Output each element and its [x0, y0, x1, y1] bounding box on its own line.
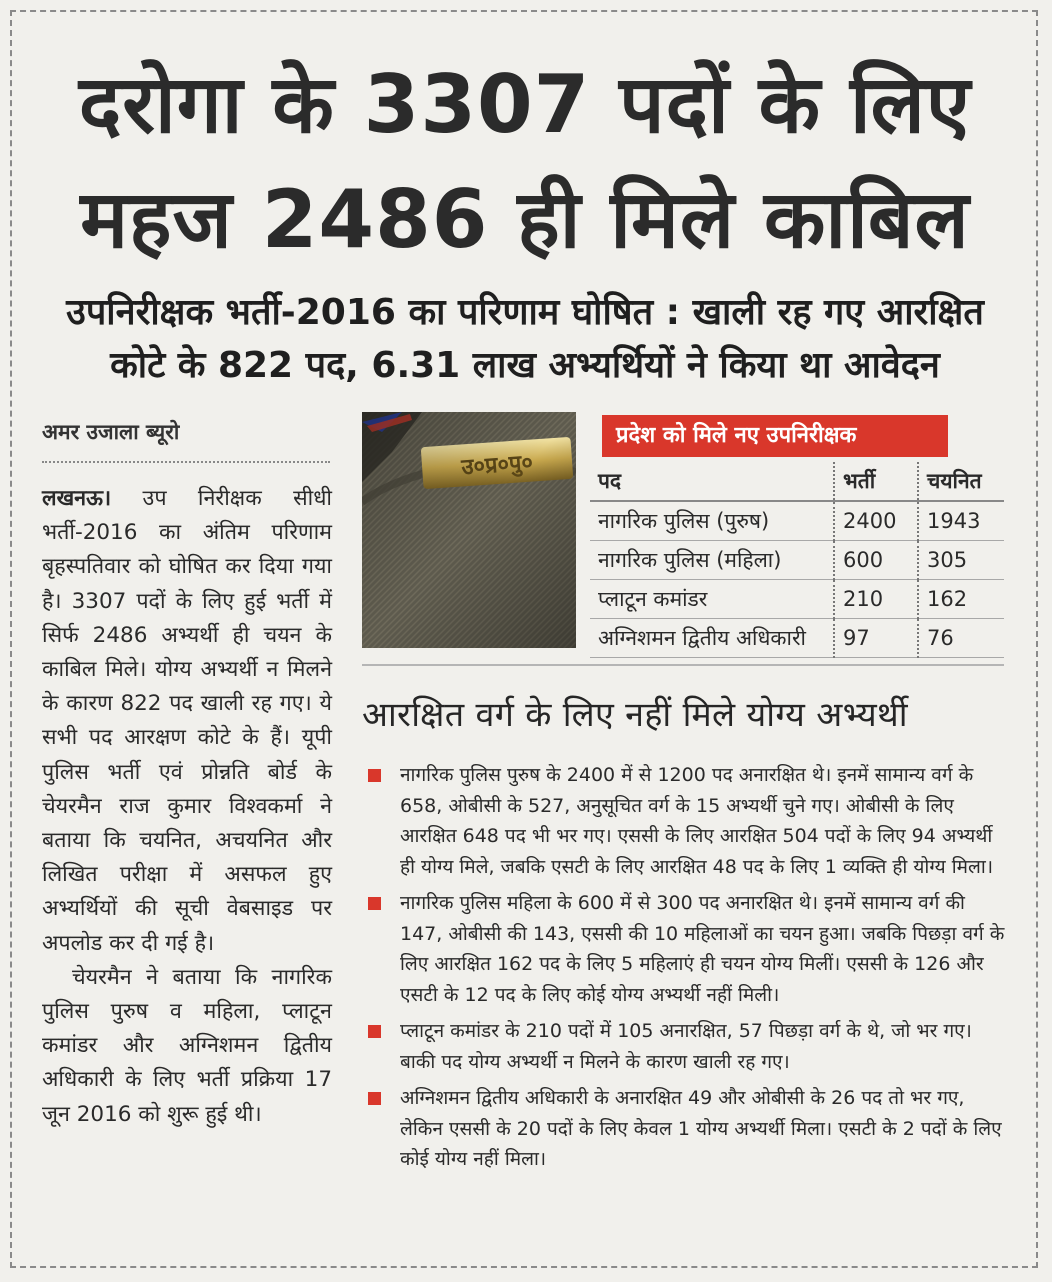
table-cell-post: प्लाटून कमांडर — [590, 580, 834, 619]
table-cell-selected: 162 — [918, 580, 1004, 619]
table-cell-recruitment: 600 — [834, 541, 918, 580]
bullet-square-icon — [368, 897, 381, 910]
headline-line-2: महज 2486 ही मिले काबिल — [80, 173, 970, 266]
paragraph-1 — [42, 482, 332, 961]
headline-line-1: दरोगा के 3307 पदों के लिए — [78, 58, 972, 151]
table-cell-post: अग्निशमन द्वितीय अधिकारी — [590, 619, 834, 658]
recruitment-stats-table — [590, 462, 1004, 658]
list-item — [368, 1016, 1010, 1077]
police-badge-photo — [362, 412, 576, 648]
table-row — [590, 541, 1004, 580]
paragraph-2: चेयरमैन ने बताया कि नागरिक पुलिस पुरुष व महिला, प्लाटून कमांडर और अग्निशमन द्वितीय अधिकारी के लिए भर्ती प्रक्रिया 17 जून 2016 को शुरू हुई थी। — [42, 964, 332, 1127]
table-cell-selected: 76 — [918, 619, 1004, 658]
byline-divider — [42, 461, 330, 463]
bullet-text: प्लाटून कमांडर के 210 पदों में 105 अनारक्षित, 57 पिछड़ा वर्ग के थे, जो भर गए। बाकी पद योग्य अभ्यर्थी न मिलने के कारण खाली रह गए। — [400, 1020, 972, 1073]
bullet-square-icon — [368, 769, 381, 782]
column-header-selected: चयनित — [918, 462, 1004, 501]
table-cell-selected: 1943 — [918, 501, 1004, 541]
bullet-square-icon — [368, 1092, 381, 1105]
dateline: लखनऊ। — [42, 486, 112, 511]
bullet-square-icon — [368, 1025, 381, 1038]
table-cell-recruitment: 97 — [834, 619, 918, 658]
bullet-text: नागरिक पुलिस पुरुष के 2400 में से 1200 पद अनारक्षित थे। इनमें सामान्य वर्ग के 658, ओबीसी के 527, अनुसूचित वर्ग के 15 अभ्यर्थी चुने गए। ओबीसी के लिए आरक्षित 648 पद भी भर गए। एससी के लिए आरक्षित 504 पदों के लिए 94 अभ्यर्थी ही योग्य मिले, जबकि एसटी के लिए आरक्षित 48 पद के लिए 1 व्यक्ति ही योग्य मिला। — [400, 764, 994, 878]
table-cell-recruitment: 210 — [834, 580, 918, 619]
column-header-post: पद — [590, 462, 834, 501]
table-cell-recruitment: 2400 — [834, 501, 918, 541]
stats-box-title: प्रदेश को मिले नए उपनिरीक्षक — [602, 415, 948, 457]
list-item — [368, 1083, 1010, 1175]
table-header-row — [590, 462, 1004, 501]
column-header-recruitment: भर्ती — [834, 462, 918, 501]
article-body — [42, 482, 332, 1132]
bullet-list — [368, 760, 1010, 1175]
subheadline-line-1: उपनिरीक्षक भर्ती-2016 का परिणाम घोषित : खाली रह गए आरक्षित — [66, 292, 984, 333]
table-row — [590, 580, 1004, 619]
section-heading: आरक्षित वर्ग के लिए नहीं मिले योग्य अभ्यर्थी — [362, 695, 908, 735]
section-divider — [362, 664, 1004, 666]
bullet-text: नागरिक पुलिस महिला के 600 में से 300 पद अनारक्षित थे। इनमें सामान्य वर्ग की 147, ओबीसी की 143, एससी की 10 महिलाओं का चयन हुआ। जबकि पिछड़ा वर्ग के लिए आरक्षित 162 पद के लिए 5 महिलाएं ही चयन योग्य मिलीं। एससी के 126 और एसटी के 12 पद के लिए कोई योग्य अभ्यर्थी नहीं मिली। — [400, 892, 1005, 1006]
table-cell-post: नागरिक पुलिस (महिला) — [590, 541, 834, 580]
table-cell-selected: 305 — [918, 541, 1004, 580]
list-item — [368, 888, 1010, 1010]
table-row — [590, 619, 1004, 658]
list-item — [368, 760, 1010, 882]
byline: अमर उजाला ब्यूरो — [42, 420, 180, 444]
table-row — [590, 501, 1004, 541]
table-cell-post: नागरिक पुलिस (पुरुष) — [590, 501, 834, 541]
subheadline-line-2: कोटे के 822 पद, 6.31 लाख अभ्यर्थियों ने किया था आवेदन — [110, 345, 940, 386]
paragraph-1-text: उप निरीक्षक सीधी भर्ती-2016 का अंतिम परिणाम बृहस्पतिवार को घोषित कर दिया गया है। 3307 पदों के लिए हुई भर्ती में सिर्फ 2486 अभ्यर्थी ही चयन के काबिल मिले। योग्य अभ्यर्थी न मिलने के कारण 822 पद खाली रह गए। ये सभी पद आरक्षण कोटे के हैं। यूपी पुलिस भर्ती एवं प्रोन्नति बोर्ड के चेयरमैन राज कुमार विश्वकर्मा ने बताया कि चयनित, अचयनित और लिखित परीक्षा में असफल हुए अभ्यर्थियों की सूची वेबसाइड पर अपलोड कर दी गई है। — [42, 486, 332, 956]
bullet-text: अग्निशमन द्वितीय अधिकारी के अनारक्षित 49 और ओबीसी के 26 पद तो भर गए, लेकिन एससी के 20 पदों के लिए केवल 1 योग्य अभ्यर्थी मिला। एसटी के 2 पदों के लिए कोई योग्य नहीं मिला। — [400, 1087, 1002, 1170]
